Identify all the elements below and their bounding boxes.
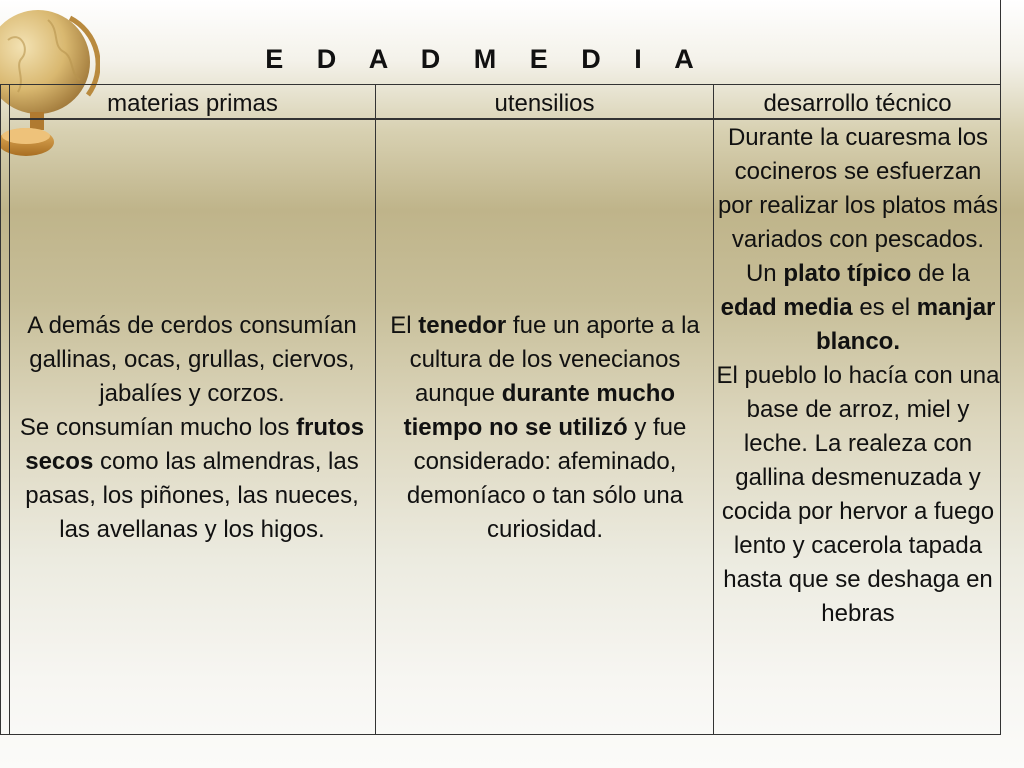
content-table bbox=[9, 85, 1001, 735]
desarrollo-paragraph-1: Durante la cuaresma los cocineros se esfuerzan por realizar los platos más variados con pescados. bbox=[717, 124, 999, 253]
column-divider bbox=[375, 85, 376, 735]
utensilios-paragraph: El tenedor fue un aporte a la cultura de los venecianos aunque durante mucho tiempo no se utilizó y fue considerado: afeminado, demoníaco o tan sólo una curiosidad. bbox=[390, 311, 700, 543]
header-desarrollo-tecnico: desarrollo técnico bbox=[714, 85, 1001, 120]
desarrollo-paragraph-2: Un plato típico de la edad media es el manjar blanco. bbox=[720, 260, 996, 355]
cell-materias-primas bbox=[19, 120, 365, 735]
materias-paragraph-2: Se consumían mucho los frutos secos como las almendras, las pasas, los piñones, las nueces, las avellanas y los higos. bbox=[19, 413, 365, 543]
page-title: E D A D M E D I A bbox=[265, 44, 707, 74]
cell-desarrollo-tecnico bbox=[715, 120, 1001, 735]
materias-paragraph-1: A demás de cerdos consumían gallinas, ocas, grullas, ciervos, jabalíes y corzos. bbox=[27, 311, 357, 407]
title-row bbox=[0, 0, 1000, 85]
header-utensilios: utensilios bbox=[376, 85, 713, 120]
column-divider bbox=[9, 85, 10, 735]
header-materias-primas: materias primas bbox=[10, 85, 375, 120]
table-outer-border bbox=[0, 85, 1, 735]
desarrollo-paragraph-3: El pueblo lo hacía con una base de arroz, miel y leche. La realeza con gallina desmenuzada y cocida por hervor a fuego lento y cacerola tapada hasta que se deshaga en hebras bbox=[716, 362, 1000, 627]
column-divider bbox=[713, 85, 714, 735]
cell-utensilios bbox=[379, 120, 711, 735]
